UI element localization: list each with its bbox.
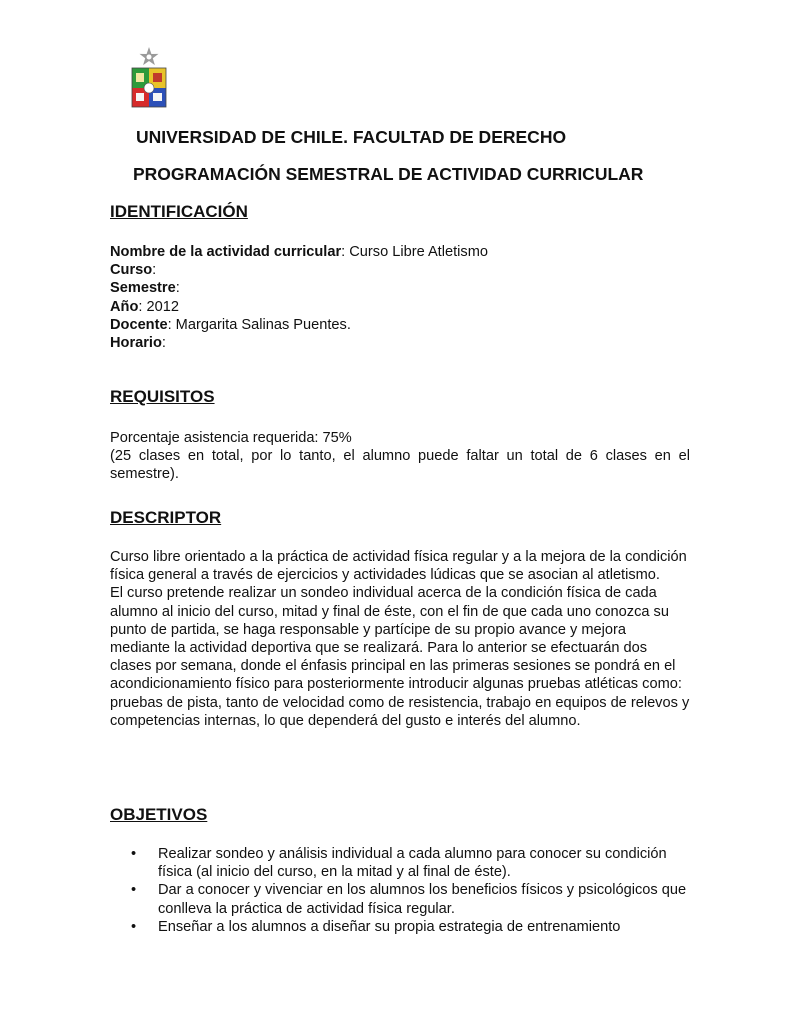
- field-label: Año: [110, 298, 139, 315]
- objetivo-text: Enseñar a los alumnos a diseñar su propia estrategia de entrenamiento: [158, 918, 621, 935]
- field-label: Docente: [110, 316, 168, 333]
- requisitos-text: [110, 429, 690, 484]
- field-value: :: [152, 262, 157, 279]
- field-value: : Curso Libre Atletismo: [341, 244, 488, 260]
- university-shield-logo: [131, 46, 167, 108]
- objetivos-heading: OBJETIVOS: [110, 805, 208, 824]
- field-curso: [110, 261, 488, 279]
- field-nombre: [110, 243, 488, 261]
- objetivos-list: [131, 845, 691, 936]
- requisitos-heading: REQUISITOS: [110, 387, 215, 406]
- bullet-icon: •: [131, 882, 137, 899]
- descriptor-text: [110, 548, 690, 730]
- requisitos-line-2: (25 clases en total, por lo tanto, el alumno puede faltar un total de 6 clases en el semestre).: [110, 448, 690, 483]
- field-docente: [110, 316, 488, 334]
- objetivo-text: Realizar sondeo y análisis individual a cada alumno para conocer su condición física (al inicio del curso, en la mitad y al final de éste).: [158, 846, 667, 881]
- identificacion-fields: [110, 243, 488, 352]
- field-value: :: [161, 335, 166, 352]
- descriptor-heading: DESCRIPTOR: [110, 508, 222, 527]
- objetivo-text: Dar a conocer y vivenciar en los alumnos los beneficios físicos y psicológicos que conlleva la práctica de actividad física regular.: [158, 882, 687, 917]
- bullet-icon: •: [131, 846, 137, 862]
- field-value: : Margarita Salinas Puentes.: [167, 316, 351, 333]
- field-horario: [110, 334, 488, 352]
- identificacion-heading: IDENTIFICACIÓN: [110, 202, 248, 221]
- program-title: PROGRAMACIÓN SEMESTRAL DE ACTIVIDAD CURRICULAR: [133, 164, 644, 184]
- descriptor-paragraph-1: Curso libre orientado a la práctica de actividad física regular y a la mejora de la condición física general a través de ejercicios y actividades lúdicas que se asocian al atletismo.: [110, 549, 687, 584]
- field-semestre: [110, 279, 488, 297]
- field-label: Horario: [110, 335, 162, 352]
- field-label: Nombre de la actividad curricular: [110, 244, 342, 260]
- list-item: [131, 881, 691, 917]
- requisitos-line-1: Porcentaje asistencia requerida: 75%: [110, 430, 352, 446]
- field-value: : 2012: [138, 298, 179, 315]
- descriptor-paragraph-2: El curso pretende realizar un sondeo individual acerca de la condición física de cada alumno al inicio del curso, mitad y final de éste, con el fin de que cada uno conozca su punto de partida, se haga responsable y partícipe de su propio avance y mejora mediante la actividad deportiva que se realizará. Para lo anterior se efectuarán dos clases por semana, donde el énfasis principal en las primeras sesiones se pondrá en el acondicionamiento físico para posteriormente introducir algunas pruebas atléticas como: pruebas de pista, tanto de velocidad como de resistencia, trabajo en equipos de relevos y competencias internas, lo que dependerá del gusto e interés del alumno.: [110, 585, 690, 729]
- bullet-icon: •: [131, 918, 137, 935]
- field-value: :: [175, 280, 180, 297]
- university-title: UNIVERSIDAD DE CHILE. FACULTAD DE DERECHO: [136, 127, 567, 147]
- field-label: Semestre: [110, 280, 176, 297]
- list-item: [131, 845, 691, 881]
- field-ano: [110, 298, 488, 316]
- field-label: Curso: [110, 262, 153, 279]
- list-item: [131, 918, 691, 936]
